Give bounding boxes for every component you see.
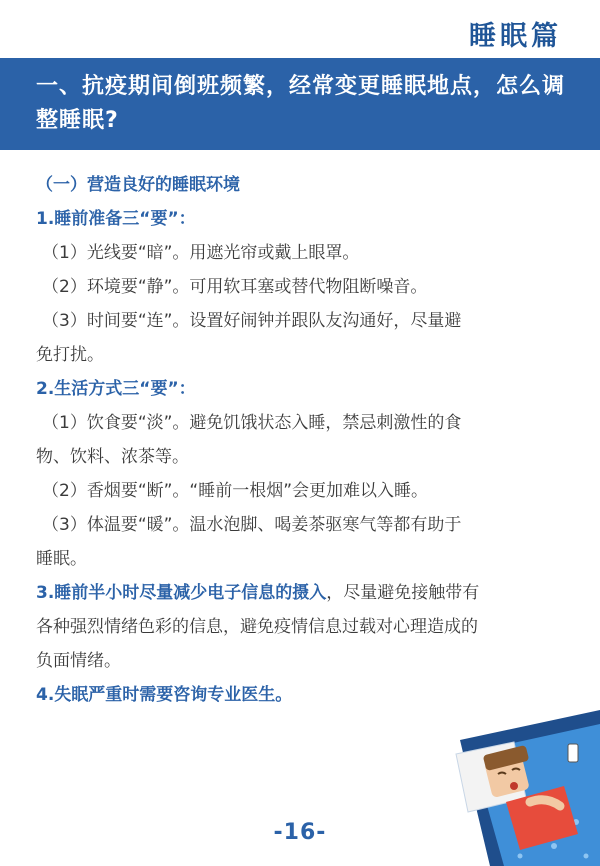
point1-item: （1）光线要“暗”。用遮光帘或戴上眼罩。	[42, 243, 360, 263]
point2-item-continued: 物、饮料、浓茶等。	[36, 447, 189, 467]
point1-item-continued: 免打扰。	[36, 345, 104, 365]
point1-item: （2）环境要“静”。可用软耳塞或替代物阻断噪音。	[42, 277, 428, 297]
point4-heading: 4.失眠严重时需要咨询专业医生。	[36, 685, 293, 705]
section-heading: （一）营造良好的睡眠环境	[36, 175, 240, 195]
point3-text: ，尽量避免接触带有	[326, 583, 480, 603]
point2-item: （1）饮食要“淡”。避免饥饿状态入睡，禁忌刺激性的食	[42, 413, 462, 433]
point1-item: （3）时间要“连”。设置好闹钟并跟队友沟通好，尽量避	[42, 311, 462, 331]
point3-text-line: 各种强烈情绪色彩的信息，避免疫情信息过载对心理造成的	[36, 617, 478, 637]
chapter-title: 睡眠篇	[469, 21, 562, 52]
point2-item: （2）香烟要“断”。“睡前一根烟”会更加难以入睡。	[42, 481, 429, 501]
banner-title: 一、抗疫期间倒班频繁，经常变更睡眠地点，怎么调整睡眠?	[36, 74, 566, 133]
point2-item: （3）体温要“暖”。温水泡脚、喝姜茶驱寒气等都有助于	[42, 515, 462, 535]
point3-heading: 3.睡前半小时尽量减少电子信息的摄入	[36, 583, 327, 603]
point2-item-continued: 睡眠。	[36, 549, 87, 569]
main-content	[36, 168, 570, 712]
point1-heading: 1.睡前准备三“要”：	[36, 209, 196, 229]
point3-text-line: 负面情绪。	[36, 651, 121, 671]
title-banner	[0, 58, 600, 150]
page-number: -16-	[273, 820, 327, 845]
point3-paragraph	[36, 576, 570, 610]
point2-heading: 2.生活方式三“要”：	[36, 379, 196, 399]
